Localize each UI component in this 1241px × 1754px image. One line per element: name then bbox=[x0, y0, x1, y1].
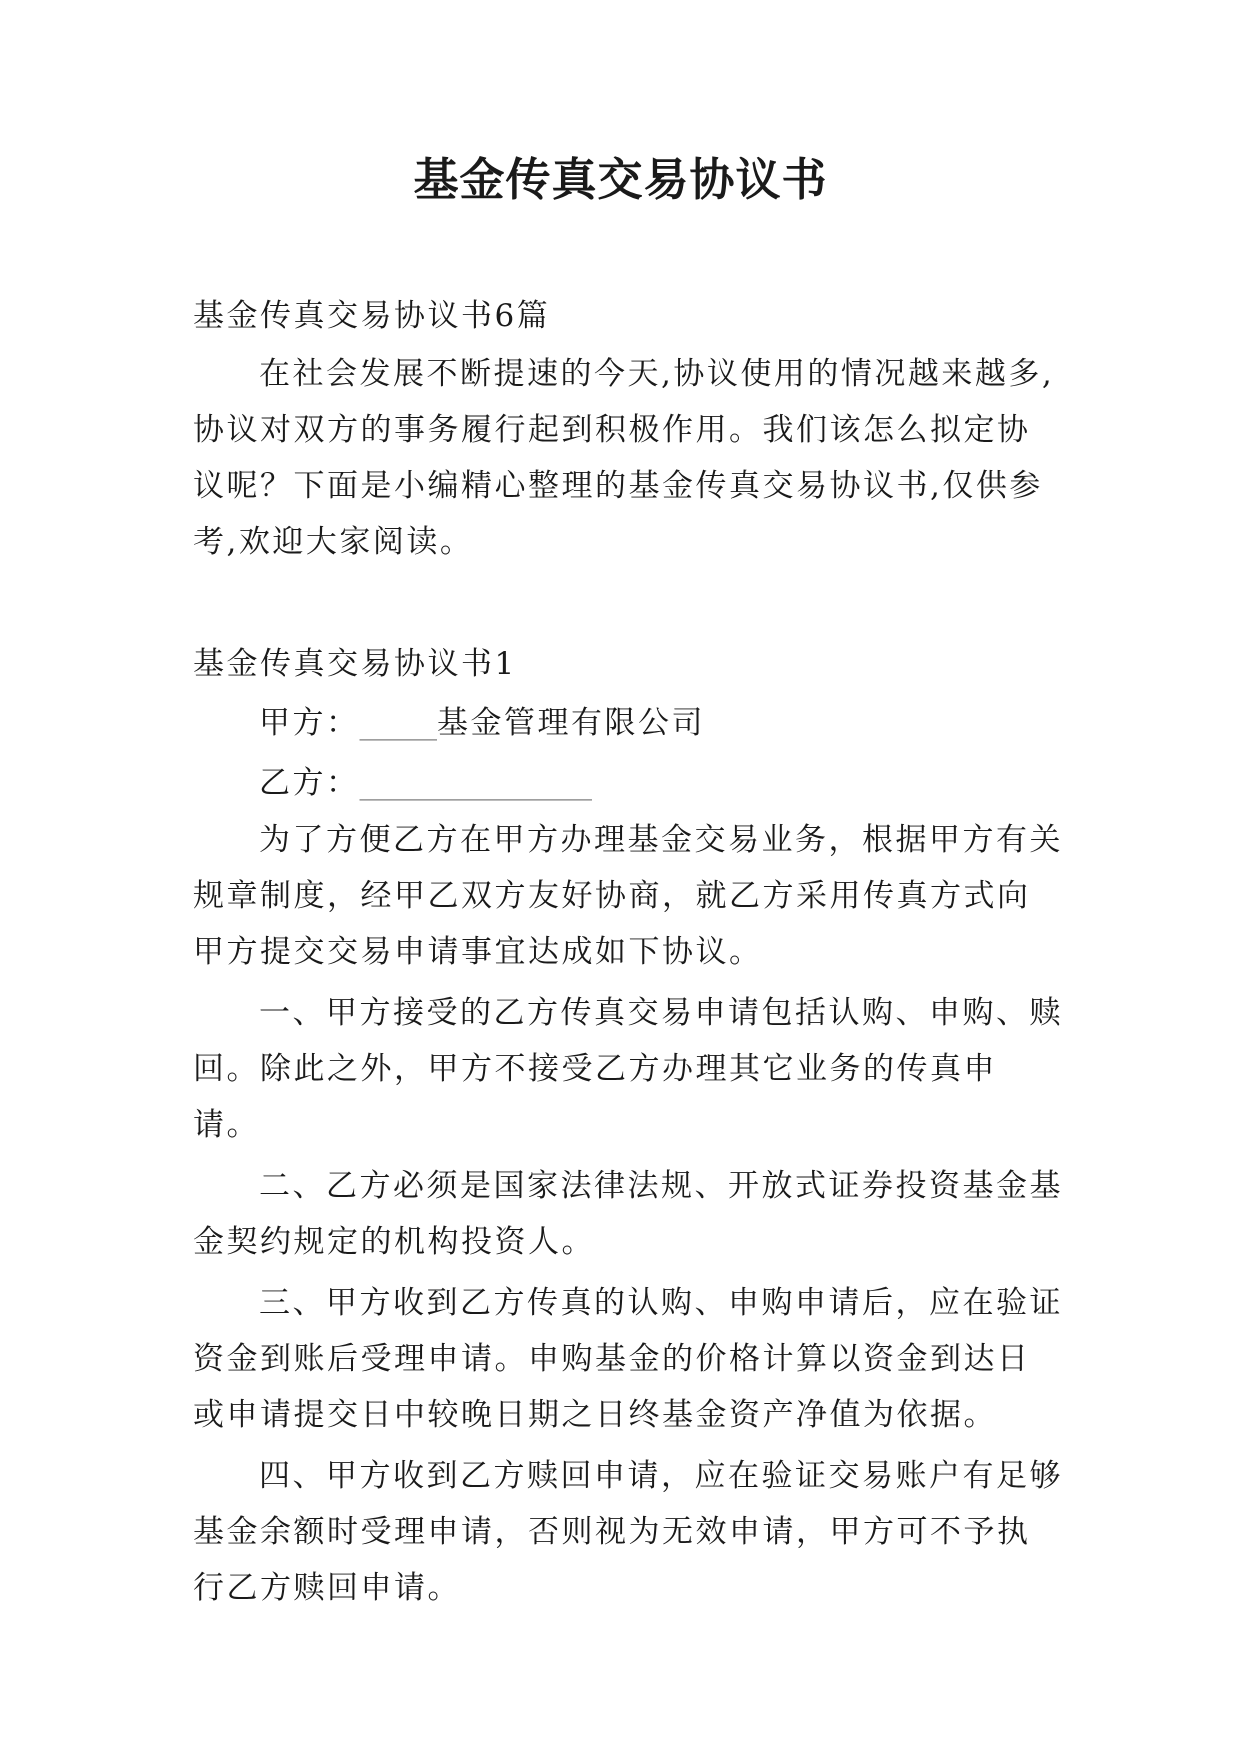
clause-3: 三、甲方收到乙方传真的认购、申购申请后，应在验证资金到账后受理申请。申购基金的价格计算以资金到达日或申请提交日中较晚日期之日终基金资产净值为依据。 bbox=[193, 1285, 1063, 1433]
document-title: 基金传真交易协议书 bbox=[413, 153, 828, 206]
clause-1: 一、甲方接受的乙方传真交易申请包括认购、申购、赎回。除此之外，甲方不接受乙方办理其它业务的传真申请。 bbox=[193, 995, 1063, 1143]
document-subtitle: 基金传真交易协议书6篇 bbox=[193, 298, 551, 334]
intro-paragraph: 在社会发展不断提速的今天,协议使用的情况越来越多,协议对双方的事务履行起到积极作用。我们该怎么拟定协议呢？下面是小编精心整理的基金传真交易协议书,仅供参考,欢迎大家阅读。 bbox=[193, 356, 1055, 560]
clause-2: 二、乙方必须是国家法律法规、开放式证券投资基金基金契约规定的机构投资人。 bbox=[193, 1168, 1063, 1260]
party-b-blank: _______________ bbox=[359, 765, 592, 801]
clause-4: 四、甲方收到乙方赎回申请，应在验证交易账户有足够基金余额时受理申请，否则视为无效申请，甲方可不予执行乙方赎回申请。 bbox=[193, 1458, 1063, 1606]
section-heading: 基金传真交易协议书1 bbox=[193, 646, 517, 682]
party-a-label: 甲方： bbox=[259, 705, 360, 741]
agreement-paragraph: 为了方便乙方在甲方办理基金交易业务，根据甲方有关规章制度，经甲乙双方友好协商，就乙方采用传真方式向甲方提交交易申请事宜达成如下协议。 bbox=[193, 822, 1063, 970]
party-a-name: 基金管理有限公司 bbox=[437, 705, 705, 741]
party-b-label: 乙方： bbox=[259, 765, 360, 801]
party-b-line bbox=[259, 755, 1063, 811]
agreement-content bbox=[193, 812, 1063, 1621]
party-a-line bbox=[259, 695, 1063, 751]
party-a-blank: _____ bbox=[359, 705, 437, 741]
